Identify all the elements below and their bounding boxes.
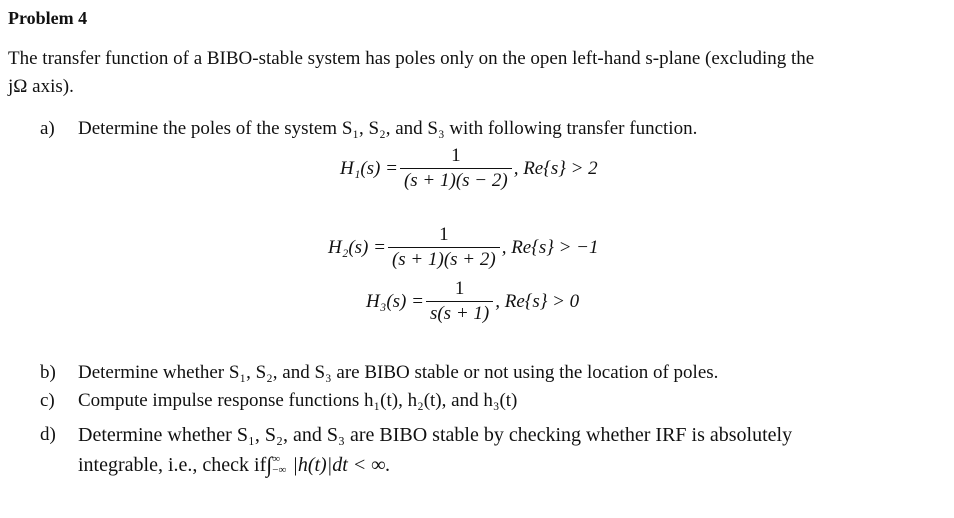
equation-h2 xyxy=(328,224,598,271)
part-d-marker: d) xyxy=(40,424,56,445)
equation-h1 xyxy=(340,145,598,192)
integral-upper-limit: ∞ xyxy=(272,453,281,465)
h3-roc: , Re{s} > 0 xyxy=(495,290,580,312)
equation-h3 xyxy=(366,278,579,325)
h3-numerator: 1 xyxy=(454,278,465,299)
h2-numerator: 1 xyxy=(439,224,449,245)
h2-roc: , Re{s} > −1 xyxy=(501,236,599,258)
h1-roc: , Re{s} > 2 xyxy=(513,157,598,179)
integrand: |h(t)|dt < ∞. xyxy=(292,453,391,476)
part-b-marker: b) xyxy=(40,362,56,383)
part-d-line2 xyxy=(78,452,391,478)
h1-denominator: (s + 1)(s − 2) xyxy=(400,168,512,192)
part-c-marker: c) xyxy=(40,390,55,411)
h1-numerator: 1 xyxy=(451,145,461,166)
part-a-text: Determine the poles of the system S₁, S₂, and S₃ with following transfer function. xyxy=(78,118,698,139)
h1-lhs: H₁(s) = xyxy=(340,157,398,179)
h2-denominator: (s + 1)(s + 2) xyxy=(388,247,500,271)
part-a-marker: a) xyxy=(40,118,55,139)
h1-fraction xyxy=(400,145,512,192)
h2-fraction xyxy=(388,224,500,271)
h3-lhs: H₃(s) = xyxy=(366,290,424,312)
intro-line-1: The transfer function of a BIBO-stable system has poles only on the open left-hand s-plane (excluding the xyxy=(8,48,815,69)
part-d-line1: Determine whether S₁, S₂, and S₃ are BIBO stable by checking whether IRF is absolutely xyxy=(78,424,793,446)
intro-line-2: jΩ axis). xyxy=(8,76,74,97)
integral-limits xyxy=(272,454,286,476)
integral-icon: ∫ xyxy=(266,452,273,477)
integral-lower-limit: −∞ xyxy=(272,464,287,476)
part-b-text: Determine whether S₁, S₂, and S₃ are BIBO stable or not using the location of poles. xyxy=(78,362,719,383)
part-c-text: Compute impulse response functions h₁(t), h₂(t), and h₃(t) xyxy=(78,390,518,411)
problem-title: Problem 4 xyxy=(8,8,88,28)
h3-denominator: s(s + 1) xyxy=(426,301,493,325)
part-d-line2-prefix: integrable, i.e., check if xyxy=(78,453,267,476)
h3-fraction xyxy=(426,278,493,325)
h2-lhs: H₂(s) = xyxy=(328,236,386,258)
